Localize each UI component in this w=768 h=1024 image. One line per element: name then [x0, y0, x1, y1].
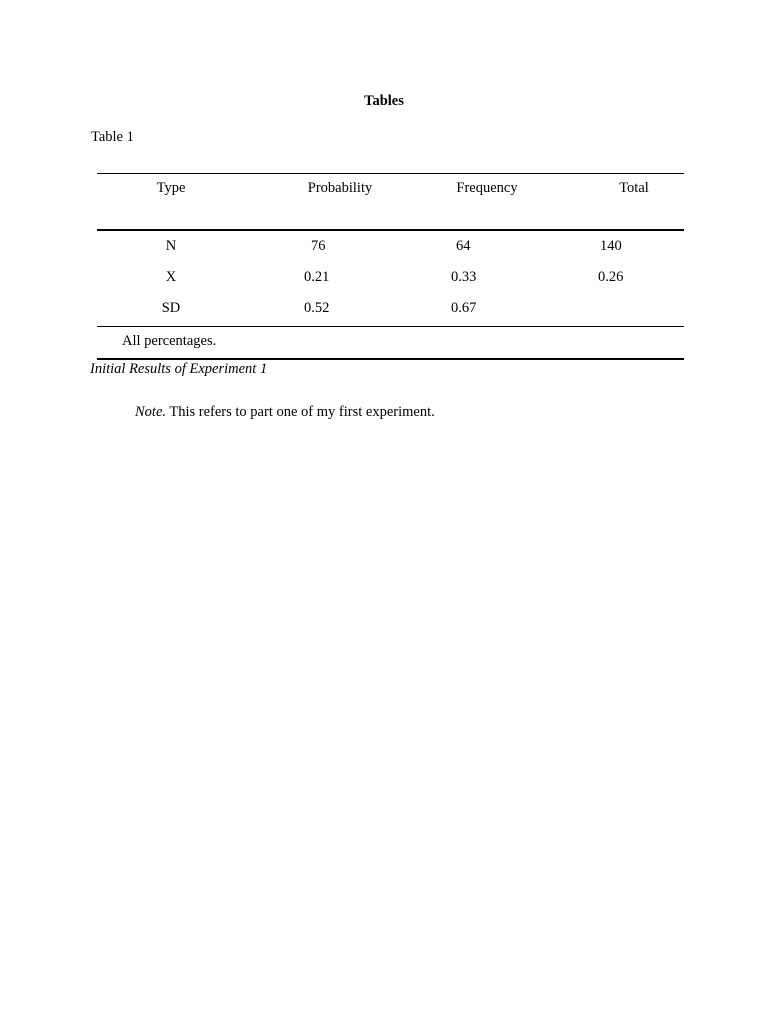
table-title: Initial Results of Experiment 1 — [90, 361, 268, 377]
table-cell: 76 — [311, 238, 326, 254]
table-cell: X — [165, 269, 177, 285]
note-text: This refers to part one of my first experiment. — [166, 404, 435, 420]
table-header-rule — [97, 229, 684, 231]
column-header-total: Total — [619, 180, 649, 196]
table-number: Table 1 — [91, 129, 134, 145]
table-cell: 0.67 — [451, 300, 477, 316]
table-cell: N — [165, 238, 177, 254]
table-cell: 0.33 — [451, 269, 477, 285]
column-header-type: Type — [156, 180, 186, 196]
table-cell: 64 — [456, 238, 471, 254]
table-body-rule — [97, 326, 684, 327]
page-heading: Tables — [364, 93, 404, 109]
table-bottom-rule — [97, 358, 684, 360]
note-label: Note. — [135, 404, 167, 420]
table-footnote: All percentages. — [122, 333, 217, 349]
table-cell: 0.52 — [304, 300, 330, 316]
table-cell: 140 — [600, 238, 622, 254]
table-note — [135, 404, 435, 421]
table-cell: 0.21 — [304, 269, 330, 285]
table-cell: SD — [161, 300, 181, 316]
table-top-rule — [97, 173, 684, 174]
column-header-frequency: Frequency — [456, 180, 518, 196]
column-header-probability: Probability — [307, 180, 373, 196]
table-cell: 0.26 — [598, 269, 624, 285]
